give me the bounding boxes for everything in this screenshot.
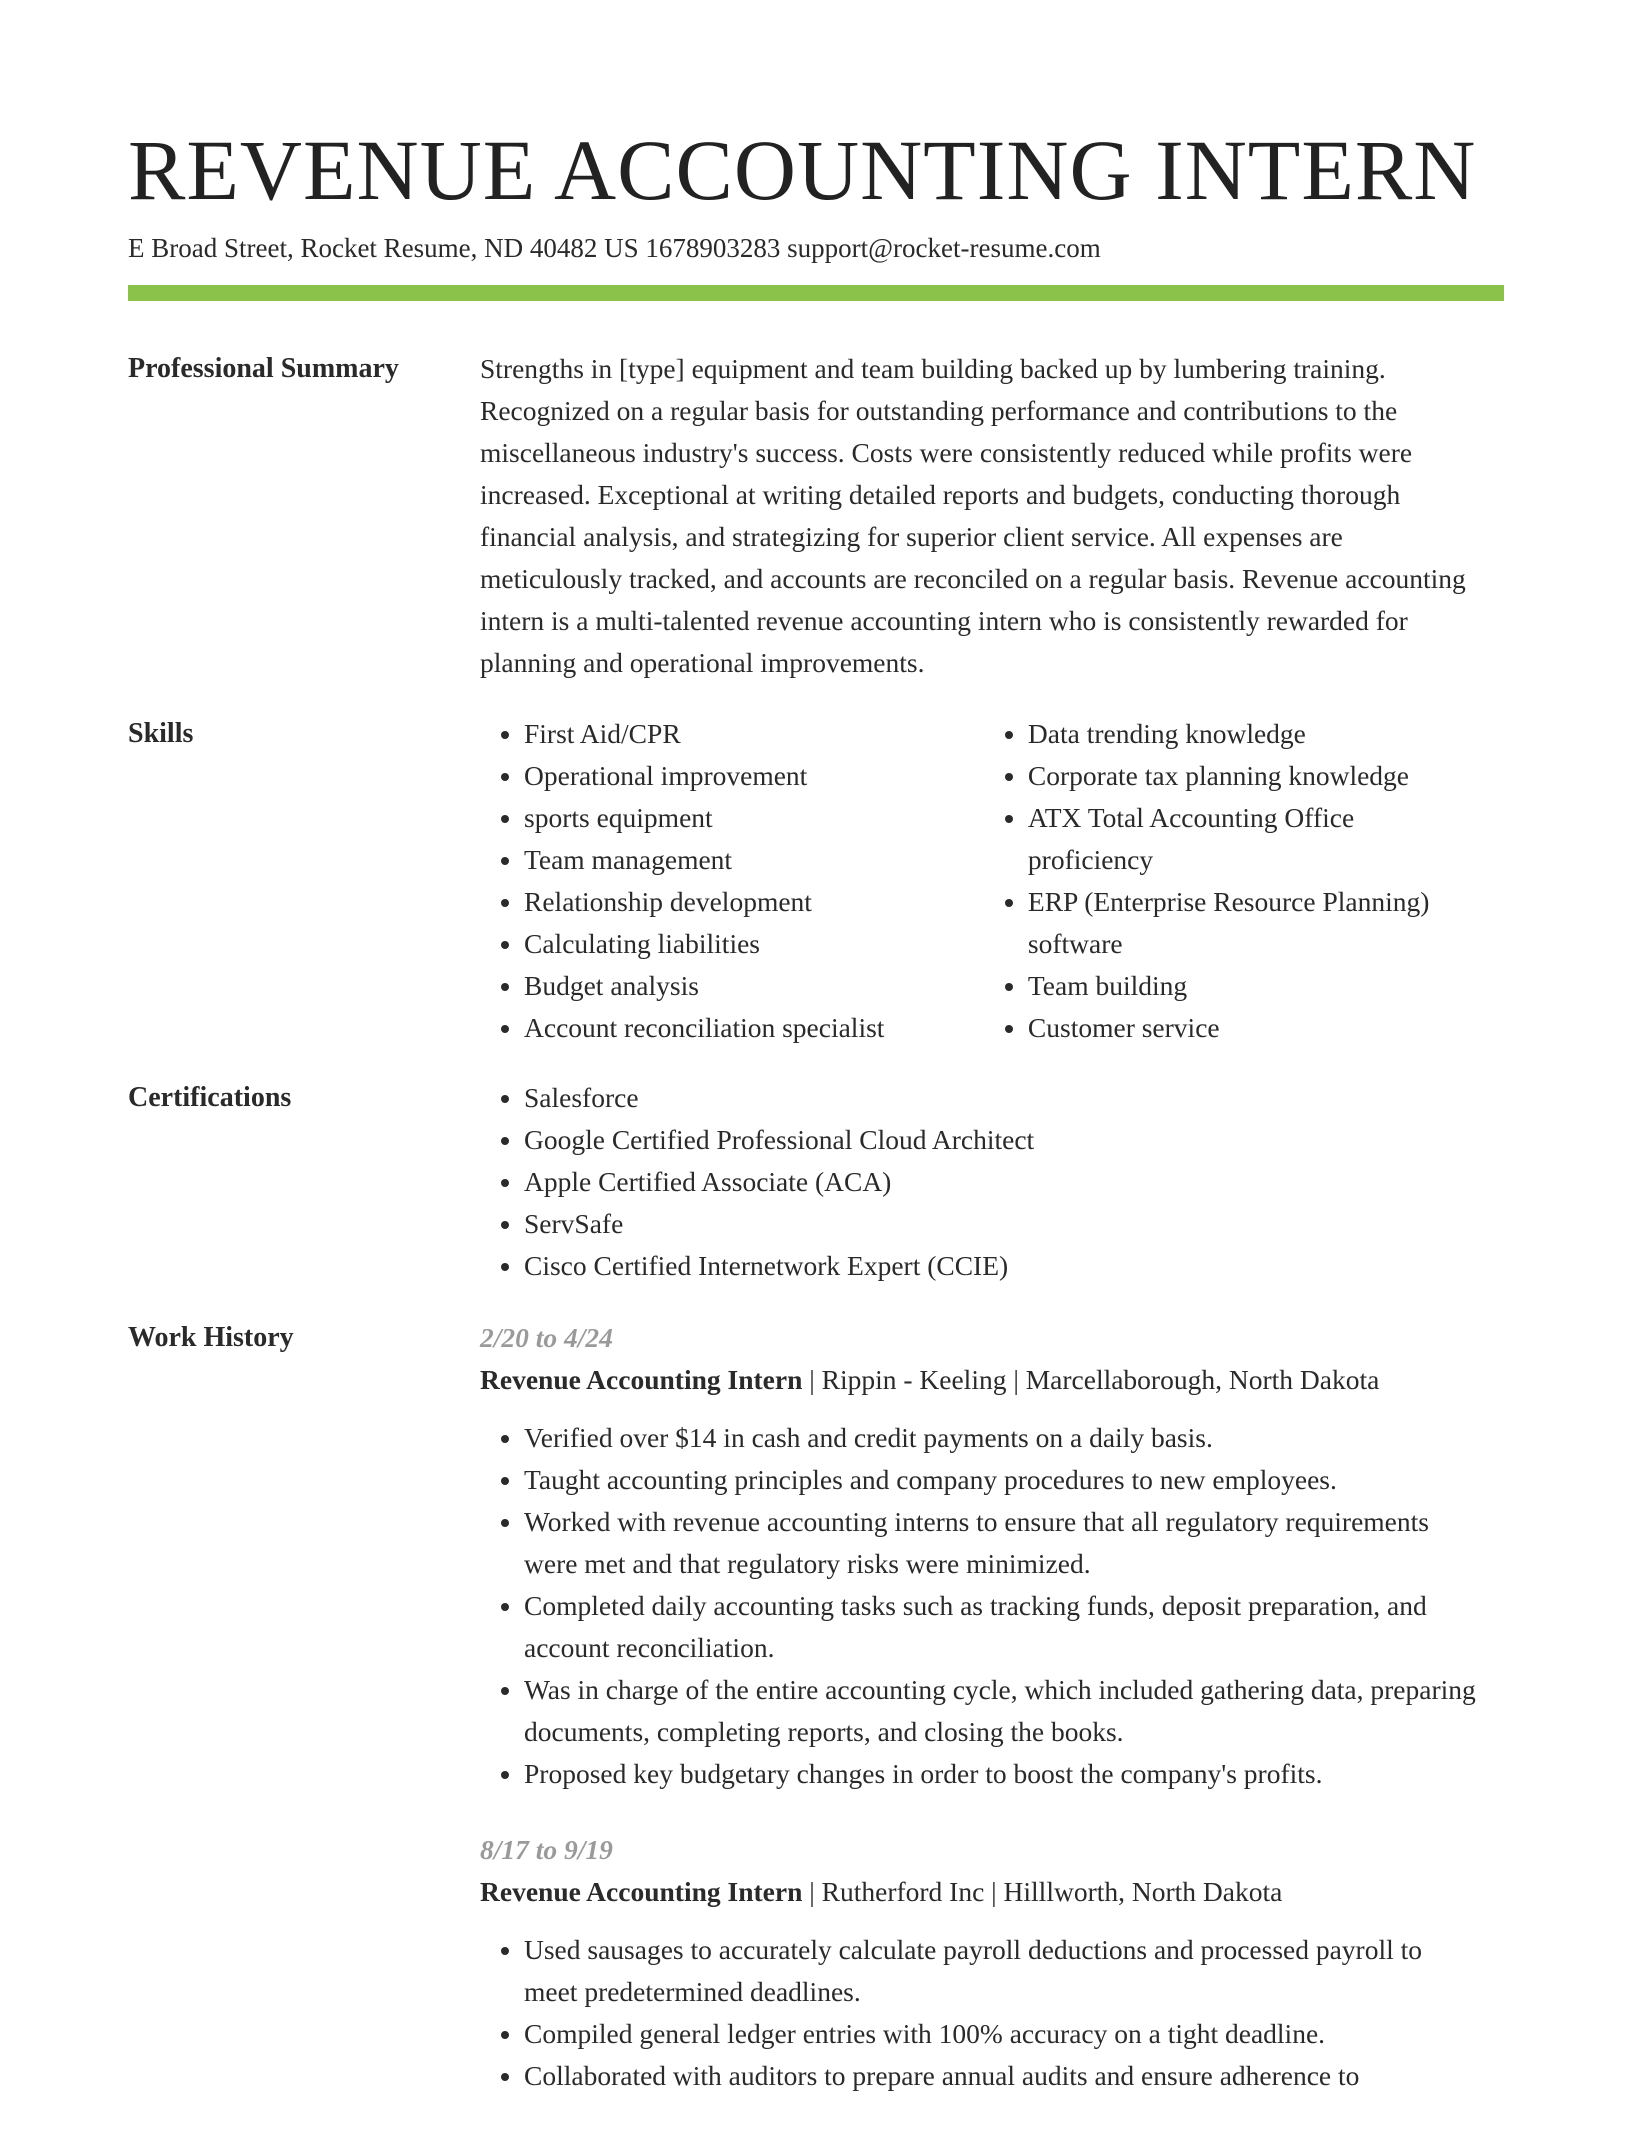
job-company-location: | Rippin - Keeling | Marcellaborough, North Dakota (802, 1364, 1380, 1395)
list-item: • Cisco Certified Internetwork Expert (CCIE) (524, 1245, 1480, 1287)
list-item: • Completed daily accounting tasks such as tracking funds, deposit preparation, and account reconciliation. (524, 1585, 1480, 1669)
list-item: • ATX Total Accounting Office proficiency (1028, 797, 1480, 881)
section-label: Certifications (128, 1082, 292, 1113)
list-item: • Calculating liabilities (524, 923, 940, 965)
list-item: • Used sausages to accurately calculate payroll deductions and processed payroll to meet predetermined deadlines. (524, 1929, 1480, 2013)
job-company-location: | Rutherford Inc | Hilllworth, North Dakota (802, 1876, 1283, 1907)
list-item: • sports equipment (524, 797, 940, 839)
job-dates: 2/20 to 4/24 (480, 1322, 613, 1353)
section-label: Skills (128, 718, 194, 749)
list-item: • Salesforce (524, 1077, 1480, 1119)
list-item: • Customer service (1028, 1007, 1480, 1049)
job-dates: 8/17 to 9/19 (480, 1834, 613, 1865)
contact-line: E Broad Street, Rocket Resume, ND 40482 US 1678903283 support@rocket-resume.com (128, 233, 1101, 263)
list-item: • Relationship development (524, 881, 940, 923)
job-entry (480, 1829, 1480, 2097)
section-body (480, 1077, 1480, 1287)
resume-title: REVENUE ACCOUNTING INTERN (128, 122, 1477, 218)
list-item: • Taught accounting principles and company procedures to new employees. (524, 1459, 1480, 1501)
section-label: Professional Summary (128, 353, 399, 384)
list-item: • Operational improvement (524, 755, 940, 797)
list-item: • Was in charge of the entire accounting cycle, which included gathering data, preparing documents, completing reports, and closing the books. (524, 1669, 1480, 1753)
accent-divider (128, 285, 1504, 301)
list-item: • Proposed key budgetary changes in order to boost the company's profits. (524, 1753, 1480, 1795)
list-item: • Worked with revenue accounting interns to ensure that all regulatory requirements were met and that regulatory risks were minimized. (524, 1501, 1480, 1585)
list-item: • Verified over $14 in cash and credit payments on a daily basis. (524, 1417, 1480, 1459)
certifications-list (480, 1077, 1480, 1287)
job-title: Revenue Accounting Intern (480, 1364, 803, 1395)
section-body (480, 348, 1480, 684)
list-item: • Apple Certified Associate (ACA) (524, 1161, 1480, 1203)
list-item: • Data trending knowledge (1028, 713, 1480, 755)
list-item: • First Aid/CPR (524, 713, 940, 755)
skills-list-right (984, 713, 1480, 1049)
job-title: Revenue Accounting Intern (480, 1876, 803, 1907)
list-item: • ServSafe (524, 1203, 1480, 1245)
list-item: • Google Certified Professional Cloud Architect (524, 1119, 1480, 1161)
list-item: • Corporate tax planning knowledge (1028, 755, 1480, 797)
list-item: • ERP (Enterprise Resource Planning) software (1028, 881, 1480, 965)
summary-text: Strengths in [type] equipment and team building backed up by lumbering training. Recognized on a regular basis for outstanding performance and contributions to the miscellaneous industry's success. Costs were consistently reduced while profits were increased. Exceptional at writing detailed reports and budgets, conducting thorough financial analysis, and strategizing for superior client service. All expenses are meticulously tracked, and accounts are reconciled on a regular basis. Revenue accounting intern is a multi-talented revenue accounting intern who is consistently rewarded for planning and operational improvements. (480, 353, 1466, 678)
list-item: • Compiled general ledger entries with 100% accuracy on a tight deadline. (524, 2013, 1480, 2055)
job-heading (480, 1871, 1480, 1913)
job-entry (480, 1317, 1480, 1795)
section-label: Work History (128, 1322, 294, 1353)
skills-list-left (480, 713, 940, 1049)
list-item: • Collaborated with auditors to prepare annual audits and ensure adherence to (524, 2055, 1480, 2097)
job-duties-list (480, 1417, 1480, 1795)
list-item: • Team management (524, 839, 940, 881)
skills-columns (480, 713, 1480, 1049)
list-item: • Account reconciliation specialist (524, 1007, 940, 1049)
job-heading (480, 1359, 1480, 1401)
list-item: • Budget analysis (524, 965, 940, 1007)
job-duties-list (480, 1929, 1480, 2097)
list-item: • Team building (1028, 965, 1480, 1007)
work-history-body (480, 1317, 1480, 2131)
